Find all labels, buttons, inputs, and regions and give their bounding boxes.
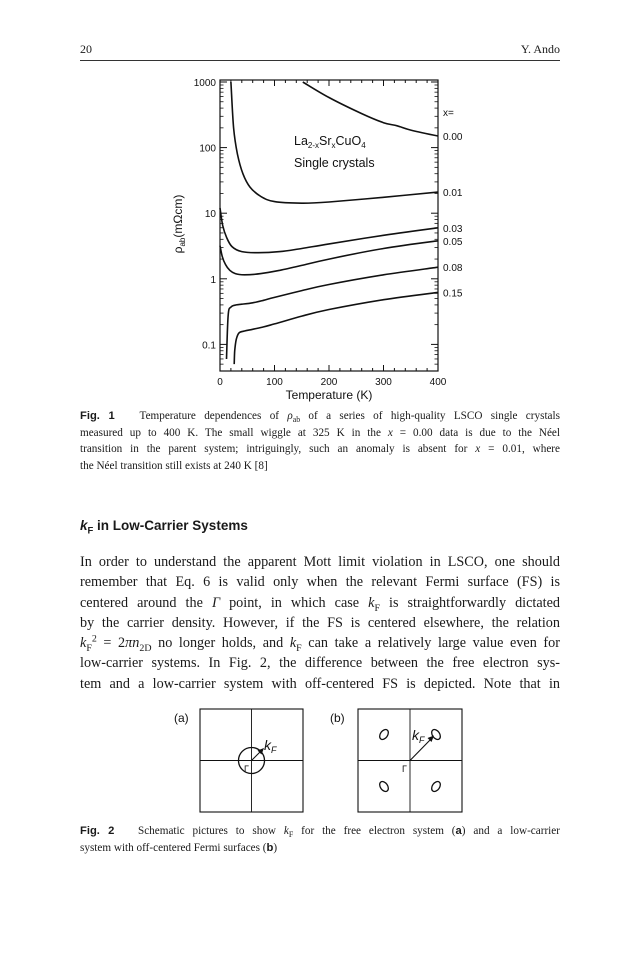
panel-b-pocket-bottom-left <box>378 780 390 793</box>
paragraph-line-6: low-carrier systems. In Fig. 2, the difference between the free electron sys- <box>80 655 560 672</box>
panel-b-pocket-top-left <box>378 728 390 741</box>
series-prefix: x= <box>443 108 454 119</box>
series-label-x0.08: 0.08 <box>443 263 463 275</box>
y-tick-label: 100 <box>199 143 216 155</box>
x-tick-label: 100 <box>266 377 283 388</box>
section-heading: $k_F$ in Low-Carrier Systems <box>80 518 248 537</box>
series-labels <box>443 132 463 299</box>
series-curve-x0.08 <box>227 267 439 359</box>
series-label-x0.00: 0.00 <box>443 132 463 144</box>
y-tick-label: 0.1 <box>202 340 216 352</box>
y-tick-label: 1 <box>210 274 216 286</box>
series-label-x0.01: 0.01 <box>443 188 463 200</box>
page-number: 20 <box>80 42 92 56</box>
panel-b-pocket-bottom-right <box>430 780 442 793</box>
figure-2-label: Fig. 2 <box>80 825 115 837</box>
paragraph-line-7: tem and a low-carrier system with off-centered FS is depicted. Note that in <box>80 675 560 692</box>
figure-2-caption: Fig. 2 Schematic pictures to show $k_F$ for the free electron system (a) and a low-carrier system with off-centered Fermi surfaces (b) <box>80 823 560 856</box>
figure-2-schematic <box>160 704 480 816</box>
series-curve-x0.00 <box>303 82 438 136</box>
axis-tick-labels <box>194 78 447 388</box>
x-tick-label: 300 <box>375 377 392 388</box>
series-label-x0.03: 0.03 <box>443 223 463 235</box>
x-tick-label: 200 <box>320 377 338 388</box>
series-label-x0.05: 0.05 <box>443 236 463 248</box>
paragraph-line-3: centered around the Γ point, in which case $k_F$ is straightforwardly dictated <box>80 594 560 614</box>
fig2-caption-line-2: system with off-centered Fermi surfaces (b) <box>80 841 278 854</box>
panel-b-kf-sub: F <box>419 735 425 745</box>
fig1-caption-line-4: the Néel transition still exists at 240 K [8] <box>80 459 268 472</box>
y-tick-label: 10 <box>204 209 216 221</box>
y-tick-label: 1000 <box>193 78 216 89</box>
panel-b-label: (b) <box>330 711 345 725</box>
axis-ticks <box>220 80 438 371</box>
figure-1-caption: Fig. 1 Temperature dependences of $\rho_{ab}$ of a series of high-quality LSCO single crystals measured up to 400 K. The small wiggle at 325 K in the x = 0.00 data is due to the Néel transition in the parent system; intriguingly, such an anomaly is absent for x = 0.01, where the Néel transition still exists at 240 K [8] <box>80 408 560 474</box>
y-axis-label: $\rho_{ab}(m\Omega cm)$ <box>171 194 187 254</box>
panel-a-kf-sub: F <box>271 745 277 755</box>
x-tick-label: 400 <box>429 377 447 388</box>
crystal-annotation: Single crystals <box>294 156 375 170</box>
running-head <box>80 42 560 61</box>
body-paragraph <box>80 552 560 694</box>
paragraph-line-5: $k_F^2 = 2\pi n_{2D}$ no longer holds, and $k_F$ can take a relatively large value even for <box>80 633 560 655</box>
x-tick-label: 0 <box>217 377 223 388</box>
fig1-caption-line-2: measured up to 400 K. The small wiggle at 325 K in the x = 0.00 data is due to the Néel <box>80 426 560 439</box>
panel-a-kf-k: k <box>264 737 271 753</box>
panel-a-label: (a) <box>174 711 189 725</box>
plot-frame <box>220 80 438 371</box>
fig1-caption-line-3: transition in the parent system; intriguingly, such an anomaly is absent for x = 0.01, where <box>80 443 560 455</box>
paragraph-line-1: In order to understand the apparent Mott limit violation in LSCO, one should <box>80 554 560 570</box>
panel-b-kf-label <box>412 727 425 745</box>
panel-b-gamma: Γ <box>402 764 407 774</box>
paragraph-line-2: remember that Eq. 6 is valid only when the relevant Fermi surface (FS) is <box>80 574 560 591</box>
x-axis-label: Temperature (K) <box>285 388 373 402</box>
data-series <box>220 82 438 364</box>
compound-annotation: $La_{2-x}Sr_xCuO_4$ <box>294 134 366 150</box>
series-curve-x0.05 <box>220 241 438 275</box>
paragraph-line-4: by the carrier density. However, if the FS is centered elsewhere, the relation <box>80 614 560 631</box>
panel-a-kf-label <box>264 737 277 755</box>
figure-1-label: Fig. 1 <box>80 410 115 422</box>
panel-a-gamma: Γ <box>244 764 249 774</box>
running-author: Y. Ando <box>520 42 560 56</box>
series-curve-x0.03 <box>220 208 438 253</box>
series-curve-x0.15 <box>234 292 438 364</box>
panel-b-kf-k: k <box>412 727 419 743</box>
figure-1-chart <box>160 72 480 412</box>
series-label-x0.15: 0.15 <box>443 288 463 300</box>
